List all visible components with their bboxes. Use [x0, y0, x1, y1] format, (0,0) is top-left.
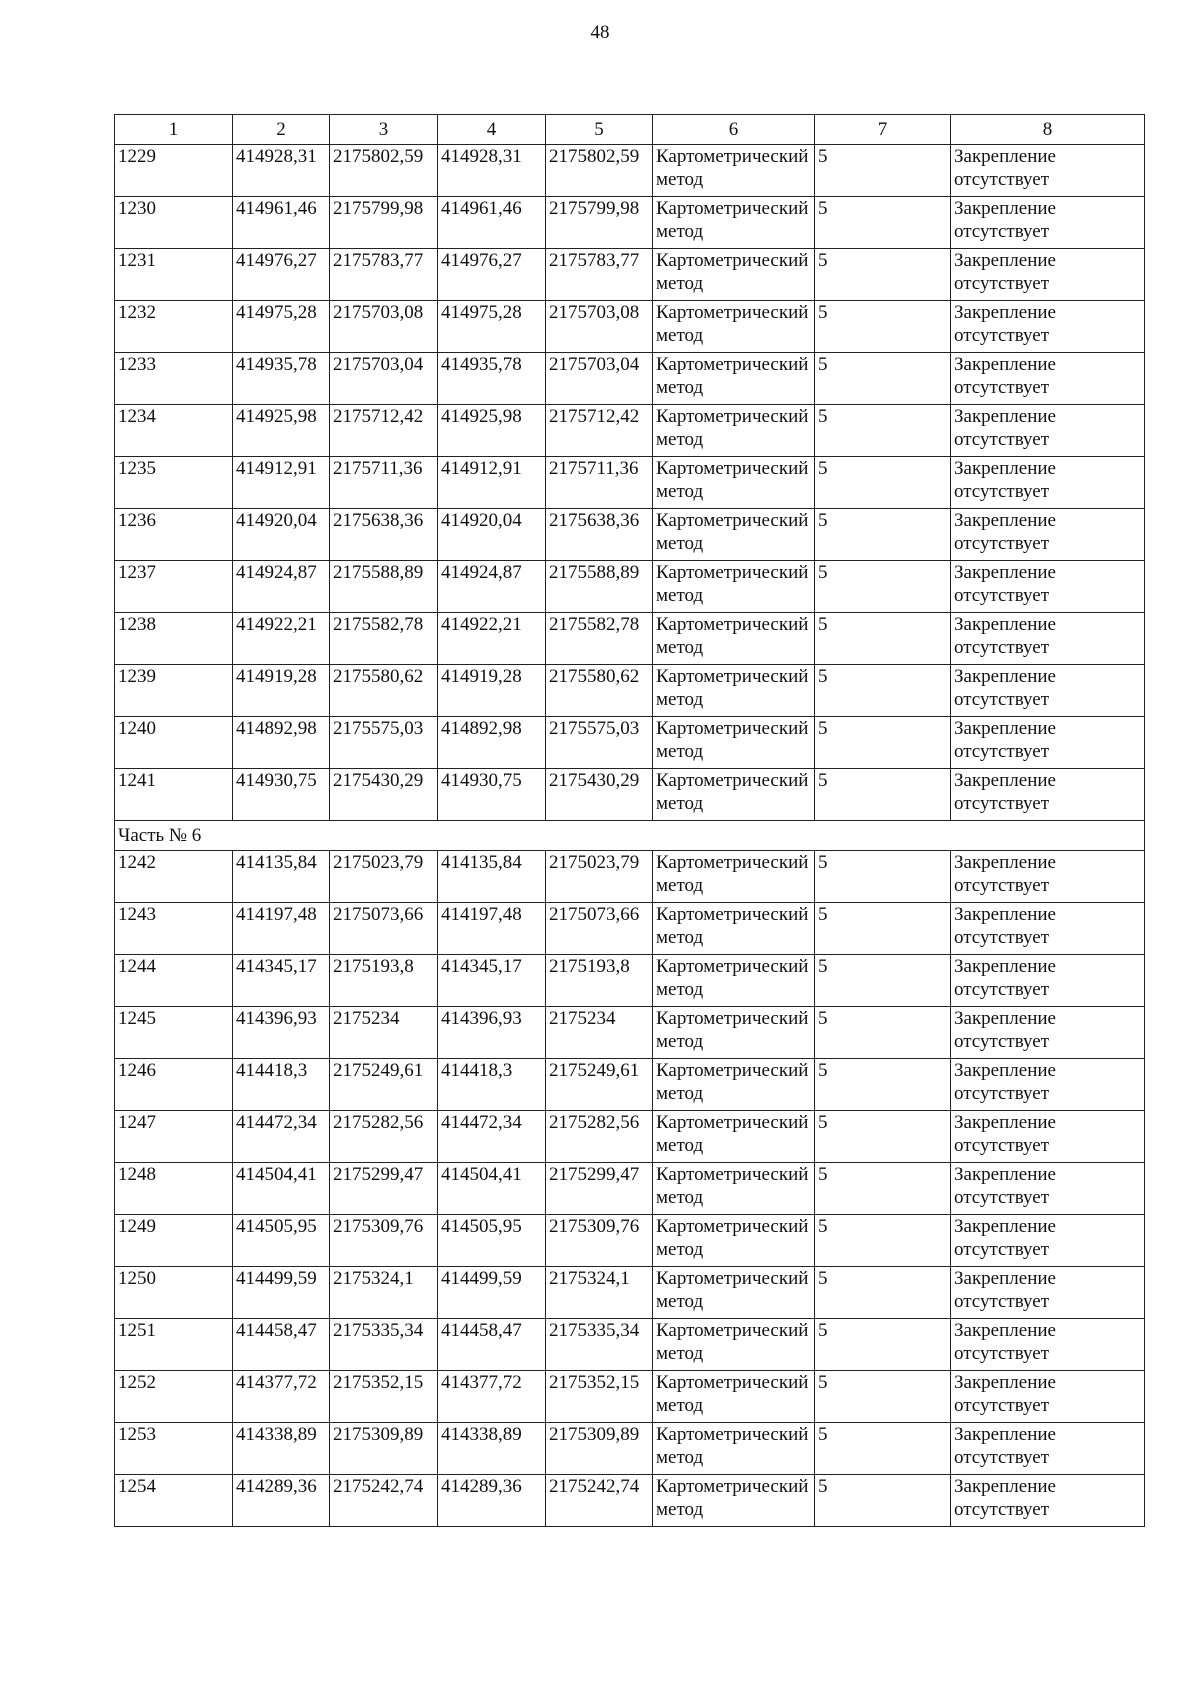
fixing-cell: Закрепление отсутствует — [951, 1215, 1145, 1267]
accuracy-cell: 5 — [815, 903, 951, 955]
accuracy-cell: 5 — [815, 1059, 951, 1111]
y-coordinate-cell: 2175309,89 — [330, 1423, 438, 1475]
y-coordinate-cell: 2175352,15 — [546, 1371, 653, 1423]
x-coordinate-cell: 414922,21 — [233, 613, 330, 665]
point-number-cell: 1229 — [115, 145, 233, 197]
point-number-cell: 1247 — [115, 1111, 233, 1163]
point-number-cell: 1240 — [115, 717, 233, 769]
accuracy-cell: 5 — [815, 561, 951, 613]
point-number-cell: 1236 — [115, 509, 233, 561]
table-row — [115, 717, 1145, 769]
x-coordinate-cell: 414504,41 — [438, 1163, 546, 1215]
method-cell: Картометрический метод — [653, 405, 815, 457]
point-number-cell: 1237 — [115, 561, 233, 613]
y-coordinate-cell: 2175703,08 — [546, 301, 653, 353]
x-coordinate-cell: 414135,84 — [233, 851, 330, 903]
x-coordinate-cell: 414289,36 — [438, 1475, 546, 1527]
fixing-cell: Закрепление отсутствует — [951, 249, 1145, 301]
y-coordinate-cell: 2175324,1 — [330, 1267, 438, 1319]
section-label: Часть № 6 — [115, 821, 1145, 851]
header-cell: 2 — [233, 115, 330, 145]
x-coordinate-cell: 414892,98 — [233, 717, 330, 769]
y-coordinate-cell: 2175324,1 — [546, 1267, 653, 1319]
x-coordinate-cell: 414345,17 — [438, 955, 546, 1007]
x-coordinate-cell: 414377,72 — [438, 1371, 546, 1423]
table-row — [115, 561, 1145, 613]
accuracy-cell: 5 — [815, 249, 951, 301]
method-cell: Картометрический метод — [653, 1215, 815, 1267]
y-coordinate-cell: 2175193,8 — [330, 955, 438, 1007]
accuracy-cell: 5 — [815, 955, 951, 1007]
table-row — [115, 955, 1145, 1007]
y-coordinate-cell: 2175580,62 — [546, 665, 653, 717]
y-coordinate-cell: 2175282,56 — [546, 1111, 653, 1163]
x-coordinate-cell: 414472,34 — [438, 1111, 546, 1163]
point-number-cell: 1252 — [115, 1371, 233, 1423]
table-row — [115, 1215, 1145, 1267]
fixing-cell: Закрепление отсутствует — [951, 1163, 1145, 1215]
x-coordinate-cell: 414925,98 — [233, 405, 330, 457]
accuracy-cell: 5 — [815, 769, 951, 821]
fixing-cell: Закрепление отсутствует — [951, 301, 1145, 353]
fixing-cell: Закрепление отсутствует — [951, 1267, 1145, 1319]
point-number-cell: 1233 — [115, 353, 233, 405]
x-coordinate-cell: 414912,91 — [438, 457, 546, 509]
accuracy-cell: 5 — [815, 353, 951, 405]
method-cell: Картометрический метод — [653, 1267, 815, 1319]
table-row — [115, 1163, 1145, 1215]
method-cell: Картометрический метод — [653, 1475, 815, 1527]
x-coordinate-cell: 414396,93 — [438, 1007, 546, 1059]
table-body — [115, 145, 1145, 1527]
point-number-cell: 1239 — [115, 665, 233, 717]
fixing-cell: Закрепление отсутствует — [951, 145, 1145, 197]
header-cell: 4 — [438, 115, 546, 145]
x-coordinate-cell: 414458,47 — [438, 1319, 546, 1371]
x-coordinate-cell: 414919,28 — [233, 665, 330, 717]
x-coordinate-cell: 414504,41 — [233, 1163, 330, 1215]
table-row — [115, 613, 1145, 665]
header-cell: 1 — [115, 115, 233, 145]
table-row — [115, 353, 1145, 405]
fixing-cell: Закрепление отсутствует — [951, 197, 1145, 249]
fixing-cell: Закрепление отсутствует — [951, 1371, 1145, 1423]
y-coordinate-cell: 2175073,66 — [546, 903, 653, 955]
x-coordinate-cell: 414930,75 — [438, 769, 546, 821]
y-coordinate-cell: 2175335,34 — [546, 1319, 653, 1371]
fixing-cell: Закрепление отсутствует — [951, 561, 1145, 613]
header-cell: 5 — [546, 115, 653, 145]
x-coordinate-cell: 414505,95 — [233, 1215, 330, 1267]
table-row — [115, 249, 1145, 301]
accuracy-cell: 5 — [815, 1475, 951, 1527]
table-row — [115, 665, 1145, 717]
point-number-cell: 1234 — [115, 405, 233, 457]
x-coordinate-cell: 414499,59 — [233, 1267, 330, 1319]
method-cell: Картометрический метод — [653, 613, 815, 665]
accuracy-cell: 5 — [815, 405, 951, 457]
fixing-cell: Закрепление отсутствует — [951, 903, 1145, 955]
y-coordinate-cell: 2175580,62 — [330, 665, 438, 717]
point-number-cell: 1253 — [115, 1423, 233, 1475]
x-coordinate-cell: 414976,27 — [438, 249, 546, 301]
y-coordinate-cell: 2175703,08 — [330, 301, 438, 353]
x-coordinate-cell: 414289,36 — [233, 1475, 330, 1527]
y-coordinate-cell: 2175249,61 — [330, 1059, 438, 1111]
x-coordinate-cell: 414505,95 — [438, 1215, 546, 1267]
table-row — [115, 197, 1145, 249]
accuracy-cell: 5 — [815, 1111, 951, 1163]
y-coordinate-cell: 2175309,76 — [330, 1215, 438, 1267]
y-coordinate-cell: 2175799,98 — [546, 197, 653, 249]
fixing-cell: Закрепление отсутствует — [951, 1111, 1145, 1163]
x-coordinate-cell: 414920,04 — [438, 509, 546, 561]
x-coordinate-cell: 414976,27 — [233, 249, 330, 301]
accuracy-cell: 5 — [815, 509, 951, 561]
y-coordinate-cell: 2175249,61 — [546, 1059, 653, 1111]
method-cell: Картометрический метод — [653, 1111, 815, 1163]
accuracy-cell: 5 — [815, 717, 951, 769]
y-coordinate-cell: 2175023,79 — [330, 851, 438, 903]
header-cell: 6 — [653, 115, 815, 145]
x-coordinate-cell: 414338,89 — [233, 1423, 330, 1475]
y-coordinate-cell: 2175638,36 — [546, 509, 653, 561]
point-number-cell: 1249 — [115, 1215, 233, 1267]
x-coordinate-cell: 414197,48 — [438, 903, 546, 955]
x-coordinate-cell: 414418,3 — [233, 1059, 330, 1111]
method-cell: Картометрический метод — [653, 769, 815, 821]
point-number-cell: 1250 — [115, 1267, 233, 1319]
y-coordinate-cell: 2175575,03 — [330, 717, 438, 769]
x-coordinate-cell: 414924,87 — [438, 561, 546, 613]
point-number-cell: 1238 — [115, 613, 233, 665]
table-row — [115, 769, 1145, 821]
method-cell: Картометрический метод — [653, 1319, 815, 1371]
method-cell: Картометрический метод — [653, 1371, 815, 1423]
y-coordinate-cell: 2175242,74 — [546, 1475, 653, 1527]
fixing-cell: Закрепление отсутствует — [951, 665, 1145, 717]
x-coordinate-cell: 414925,98 — [438, 405, 546, 457]
accuracy-cell: 5 — [815, 665, 951, 717]
y-coordinate-cell: 2175711,36 — [330, 457, 438, 509]
accuracy-cell: 5 — [815, 301, 951, 353]
y-coordinate-cell: 2175588,89 — [330, 561, 438, 613]
table-row — [115, 301, 1145, 353]
y-coordinate-cell: 2175783,77 — [330, 249, 438, 301]
y-coordinate-cell: 2175711,36 — [546, 457, 653, 509]
x-coordinate-cell: 414930,75 — [233, 769, 330, 821]
table-row — [115, 1267, 1145, 1319]
header-cell: 7 — [815, 115, 951, 145]
table-row — [115, 405, 1145, 457]
fixing-cell: Закрепление отсутствует — [951, 717, 1145, 769]
method-cell: Картометрический метод — [653, 249, 815, 301]
x-coordinate-cell: 414197,48 — [233, 903, 330, 955]
y-coordinate-cell: 2175234 — [330, 1007, 438, 1059]
y-coordinate-cell: 2175703,04 — [546, 353, 653, 405]
method-cell: Картометрический метод — [653, 353, 815, 405]
fixing-cell: Закрепление отсутствует — [951, 1007, 1145, 1059]
y-coordinate-cell: 2175299,47 — [330, 1163, 438, 1215]
y-coordinate-cell: 2175582,78 — [546, 613, 653, 665]
header-cell: 3 — [330, 115, 438, 145]
x-coordinate-cell: 414345,17 — [233, 955, 330, 1007]
x-coordinate-cell: 414135,84 — [438, 851, 546, 903]
point-number-cell: 1244 — [115, 955, 233, 1007]
section-row — [115, 821, 1145, 851]
method-cell: Картометрический метод — [653, 509, 815, 561]
x-coordinate-cell: 414919,28 — [438, 665, 546, 717]
x-coordinate-cell: 414377,72 — [233, 1371, 330, 1423]
point-number-cell: 1251 — [115, 1319, 233, 1371]
fixing-cell: Закрепление отсутствует — [951, 851, 1145, 903]
fixing-cell: Закрепление отсутствует — [951, 457, 1145, 509]
method-cell: Картометрический метод — [653, 1059, 815, 1111]
fixing-cell: Закрепление отсутствует — [951, 405, 1145, 457]
y-coordinate-cell: 2175430,29 — [546, 769, 653, 821]
accuracy-cell: 5 — [815, 197, 951, 249]
table-header — [115, 115, 1145, 145]
method-cell: Картометрический метод — [653, 1423, 815, 1475]
y-coordinate-cell: 2175073,66 — [330, 903, 438, 955]
accuracy-cell: 5 — [815, 1423, 951, 1475]
point-number-cell: 1235 — [115, 457, 233, 509]
point-number-cell: 1231 — [115, 249, 233, 301]
accuracy-cell: 5 — [815, 1007, 951, 1059]
y-coordinate-cell: 2175799,98 — [330, 197, 438, 249]
x-coordinate-cell: 414961,46 — [233, 197, 330, 249]
accuracy-cell: 5 — [815, 851, 951, 903]
y-coordinate-cell: 2175193,8 — [546, 955, 653, 1007]
page-number: 48 — [590, 22, 610, 43]
y-coordinate-cell: 2175352,15 — [330, 1371, 438, 1423]
method-cell: Картометрический метод — [653, 457, 815, 509]
x-coordinate-cell: 414935,78 — [233, 353, 330, 405]
x-coordinate-cell: 414975,28 — [233, 301, 330, 353]
table-row — [115, 509, 1145, 561]
point-number-cell: 1245 — [115, 1007, 233, 1059]
table-row — [115, 1423, 1145, 1475]
header-row — [115, 115, 1145, 145]
x-coordinate-cell: 414338,89 — [438, 1423, 546, 1475]
x-coordinate-cell: 414935,78 — [438, 353, 546, 405]
point-number-cell: 1232 — [115, 301, 233, 353]
point-number-cell: 1241 — [115, 769, 233, 821]
table-row — [115, 903, 1145, 955]
point-number-cell: 1254 — [115, 1475, 233, 1527]
method-cell: Картометрический метод — [653, 665, 815, 717]
y-coordinate-cell: 2175430,29 — [330, 769, 438, 821]
method-cell: Картометрический метод — [653, 145, 815, 197]
method-cell: Картометрический метод — [653, 1163, 815, 1215]
method-cell: Картометрический метод — [653, 851, 815, 903]
y-coordinate-cell: 2175582,78 — [330, 613, 438, 665]
x-coordinate-cell: 414924,87 — [233, 561, 330, 613]
accuracy-cell: 5 — [815, 613, 951, 665]
y-coordinate-cell: 2175712,42 — [546, 405, 653, 457]
table-row — [115, 1059, 1145, 1111]
y-coordinate-cell: 2175299,47 — [546, 1163, 653, 1215]
table-row — [115, 457, 1145, 509]
coordinates-table — [114, 114, 1145, 1527]
fixing-cell: Закрепление отсутствует — [951, 955, 1145, 1007]
accuracy-cell: 5 — [815, 145, 951, 197]
method-cell: Картометрический метод — [653, 717, 815, 769]
accuracy-cell: 5 — [815, 1163, 951, 1215]
x-coordinate-cell: 414892,98 — [438, 717, 546, 769]
accuracy-cell: 5 — [815, 457, 951, 509]
y-coordinate-cell: 2175234 — [546, 1007, 653, 1059]
table-row — [115, 851, 1145, 903]
y-coordinate-cell: 2175712,42 — [330, 405, 438, 457]
y-coordinate-cell: 2175802,59 — [330, 145, 438, 197]
fixing-cell: Закрепление отсутствует — [951, 1475, 1145, 1527]
y-coordinate-cell: 2175638,36 — [330, 509, 438, 561]
x-coordinate-cell: 414975,28 — [438, 301, 546, 353]
fixing-cell: Закрепление отсутствует — [951, 509, 1145, 561]
method-cell: Картометрический метод — [653, 561, 815, 613]
point-number-cell: 1246 — [115, 1059, 233, 1111]
fixing-cell: Закрепление отсутствует — [951, 769, 1145, 821]
y-coordinate-cell: 2175703,04 — [330, 353, 438, 405]
x-coordinate-cell: 414418,3 — [438, 1059, 546, 1111]
table-row — [115, 1319, 1145, 1371]
y-coordinate-cell: 2175309,76 — [546, 1215, 653, 1267]
fixing-cell: Закрепление отсутствует — [951, 353, 1145, 405]
fixing-cell: Закрепление отсутствует — [951, 1423, 1145, 1475]
y-coordinate-cell: 2175023,79 — [546, 851, 653, 903]
x-coordinate-cell: 414458,47 — [233, 1319, 330, 1371]
x-coordinate-cell: 414961,46 — [438, 197, 546, 249]
y-coordinate-cell: 2175588,89 — [546, 561, 653, 613]
y-coordinate-cell: 2175335,34 — [330, 1319, 438, 1371]
table-row — [115, 1111, 1145, 1163]
x-coordinate-cell: 414922,21 — [438, 613, 546, 665]
x-coordinate-cell: 414912,91 — [233, 457, 330, 509]
method-cell: Картометрический метод — [653, 301, 815, 353]
x-coordinate-cell: 414396,93 — [233, 1007, 330, 1059]
table-row — [115, 145, 1145, 197]
method-cell: Картометрический метод — [653, 197, 815, 249]
fixing-cell: Закрепление отсутствует — [951, 1059, 1145, 1111]
table-row — [115, 1371, 1145, 1423]
y-coordinate-cell: 2175783,77 — [546, 249, 653, 301]
fixing-cell: Закрепление отсутствует — [951, 613, 1145, 665]
point-number-cell: 1230 — [115, 197, 233, 249]
y-coordinate-cell: 2175242,74 — [330, 1475, 438, 1527]
method-cell: Картометрический метод — [653, 955, 815, 1007]
accuracy-cell: 5 — [815, 1267, 951, 1319]
table-row — [115, 1475, 1145, 1527]
x-coordinate-cell: 414928,31 — [438, 145, 546, 197]
y-coordinate-cell: 2175802,59 — [546, 145, 653, 197]
y-coordinate-cell: 2175282,56 — [330, 1111, 438, 1163]
accuracy-cell: 5 — [815, 1371, 951, 1423]
point-number-cell: 1243 — [115, 903, 233, 955]
point-number-cell: 1242 — [115, 851, 233, 903]
header-cell: 8 — [951, 115, 1145, 145]
table-row — [115, 1007, 1145, 1059]
y-coordinate-cell: 2175309,89 — [546, 1423, 653, 1475]
method-cell: Картометрический метод — [653, 1007, 815, 1059]
method-cell: Картометрический метод — [653, 903, 815, 955]
point-number-cell: 1248 — [115, 1163, 233, 1215]
x-coordinate-cell: 414472,34 — [233, 1111, 330, 1163]
accuracy-cell: 5 — [815, 1215, 951, 1267]
fixing-cell: Закрепление отсутствует — [951, 1319, 1145, 1371]
y-coordinate-cell: 2175575,03 — [546, 717, 653, 769]
x-coordinate-cell: 414920,04 — [233, 509, 330, 561]
x-coordinate-cell: 414928,31 — [233, 145, 330, 197]
accuracy-cell: 5 — [815, 1319, 951, 1371]
x-coordinate-cell: 414499,59 — [438, 1267, 546, 1319]
